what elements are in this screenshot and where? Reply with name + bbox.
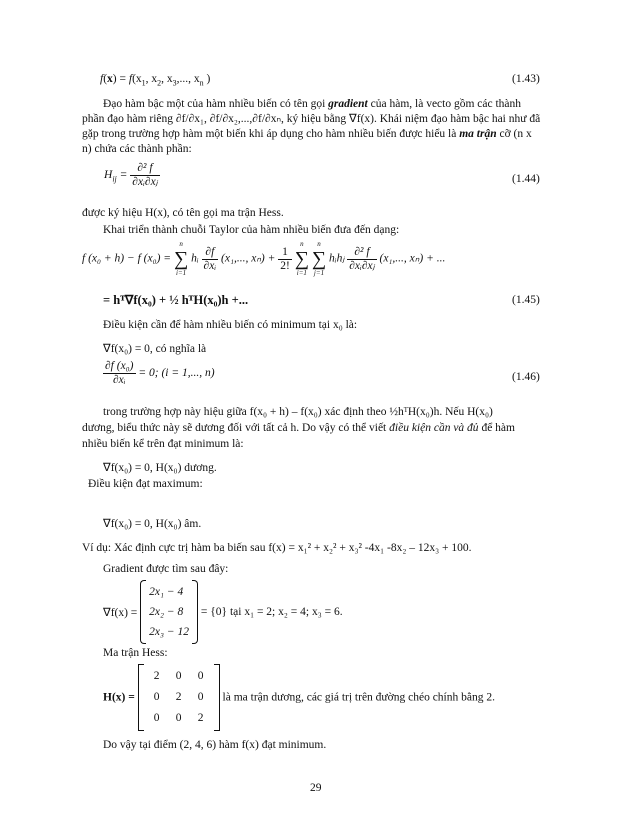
paragraph-sufficient-line3: nhiều biến kể trên đạt minimum là: bbox=[82, 438, 244, 450]
text: gặp trong trường hợp hàm một biến khi áp dụng cho hàm nhiều biến được hiểu là bbox=[82, 128, 460, 140]
eq146-rhs: = 0; (i = 1,..., n) bbox=[138, 367, 215, 380]
matrix-row bbox=[146, 708, 212, 729]
condition-maximum: ∇f(x₀) = 0, H(x₀) âm. bbox=[103, 518, 202, 530]
term-necessary-sufficient: điều kiện cần và đủ bbox=[389, 422, 479, 434]
text: cỡ (n x bbox=[496, 128, 532, 140]
equation-1-44 bbox=[104, 162, 160, 189]
paragraph-gradient-line3 bbox=[82, 127, 532, 141]
sum-symbol-2: n ∑ i=1 bbox=[294, 240, 309, 277]
paragraph-gradient-found: Gradient được tìm sau đây: bbox=[103, 563, 229, 575]
equation-number-1-46: (1.46) bbox=[512, 371, 540, 383]
taylor-first-derivative bbox=[202, 246, 219, 273]
d2f: ∂² f bbox=[347, 246, 376, 260]
condition-minimum: ∇f(x₀) = 0, H(x₀) dương. bbox=[103, 462, 217, 474]
paragraph-hess-def: được ký hiệu H(x), có tên gọi ma trận Hess. bbox=[82, 207, 284, 219]
half-num: 1 bbox=[278, 246, 292, 260]
sum-upper: n bbox=[179, 240, 183, 248]
half-den: 2! bbox=[280, 259, 290, 272]
taylor-args: (x₁,..., xₙ) + bbox=[221, 252, 279, 265]
eq146-fraction bbox=[103, 360, 136, 387]
eq144-H: H bbox=[104, 169, 113, 182]
text: dương, biểu thức này sẽ dương đối với tất cả h. Do vậy có thể viết bbox=[82, 422, 390, 434]
dx: ∂xᵢ bbox=[203, 259, 217, 272]
eq144-numerator: ∂² f bbox=[130, 162, 159, 176]
matrix-cell: 2 bbox=[197, 712, 204, 724]
eq143-text: $f(x) = f(x_1$, $x_2$, $x_3$,..., $x_n$ ) bbox=[100, 73, 211, 88]
gradient-row: 2x₁ − 4 bbox=[149, 586, 184, 598]
hess-matrix bbox=[138, 664, 220, 731]
matrix-cell: 0 bbox=[153, 712, 160, 724]
gradient-lhs: ∇f(x) = bbox=[103, 607, 138, 619]
sum-symbol-3: n ∑ j=1 bbox=[311, 240, 327, 277]
term-gradient: gradient bbox=[328, 98, 368, 110]
sum-lower: i=1 bbox=[296, 269, 307, 277]
matrix-cell: 0 bbox=[197, 691, 204, 703]
matrix-row bbox=[146, 687, 212, 708]
sum-upper: n bbox=[317, 240, 321, 248]
gradient-row: 2x₂ − 8 bbox=[149, 606, 184, 618]
eq144-lhs: $H_{ij}$ = bbox=[104, 169, 131, 184]
hess-equation bbox=[103, 664, 495, 731]
paragraph-sufficient-line1: trong trường hợp này hiệu giữa f(x₀ + h) – f(x₀) xác định theo ½hᵀH(x₀)h. Nếu H(x₀) bbox=[103, 406, 493, 418]
equation-number-1-44: (1.44) bbox=[512, 173, 540, 185]
sum-lower: i=1 bbox=[176, 269, 187, 277]
df: ∂f bbox=[202, 246, 219, 260]
matrix-cell: 0 bbox=[175, 670, 182, 682]
matrix-cell: 0 bbox=[175, 712, 182, 724]
conclusion: Do vậy tại điểm (2, 4, 6) hàm f(x) đạt minimum. bbox=[103, 739, 327, 751]
heading-maximum-condition: Điều kiện đạt maximum: bbox=[88, 478, 203, 490]
eq144-fraction bbox=[130, 162, 159, 189]
equation-number-1-45: (1.45) bbox=[512, 294, 540, 306]
eq144-denominator: ∂xᵢ∂xⱼ bbox=[132, 176, 158, 188]
equation-1-43 bbox=[100, 72, 210, 90]
taylor-hh: hᵢhⱼ bbox=[329, 252, 345, 265]
paragraph-sufficient-line2 bbox=[82, 421, 515, 435]
paragraph-taylor: Khai triển thành chuỗi Taylor của hàm nhiều biến đưa đến dạng: bbox=[103, 224, 400, 236]
term-matran: ma trận bbox=[459, 128, 497, 140]
matrix-cell: 0 bbox=[197, 670, 204, 682]
taylor-args-2: (x₁,..., xₙ) + ... bbox=[379, 252, 446, 265]
text: của hàm, là vecto gồm các thành bbox=[367, 98, 522, 110]
taylor-half bbox=[278, 246, 292, 273]
example-statement: Ví dụ: Xác định cực trị hàm ba biến sau f(x) = x₁² + x₂² + x₃² -4x₁ -8x₂ – 12x₃ + 100. bbox=[82, 542, 472, 554]
hess-description: là ma trận dương, các giá trị trên đường chéo chính bằng 2. bbox=[222, 691, 495, 704]
taylor-second-derivative bbox=[347, 246, 376, 273]
paragraph-gradient-line1 bbox=[103, 97, 521, 111]
gradient-vector bbox=[140, 580, 198, 644]
sum-lower: j=1 bbox=[313, 269, 325, 277]
eq146-numerator: ∂f (x₀) bbox=[105, 360, 134, 372]
taylor-h: hᵢ bbox=[191, 252, 199, 265]
text: để hàm bbox=[478, 422, 515, 434]
paragraph-minimum-condition: Điều kiện cần để hàm nhiều biến có minimum tại x₀ là: bbox=[103, 319, 358, 331]
eq144-sub: ij bbox=[112, 174, 117, 184]
equation-1-46 bbox=[103, 360, 215, 387]
gradient-row: 2x₃ − 12 bbox=[149, 626, 190, 638]
eq146-denominator: ∂xᵢ bbox=[112, 374, 126, 386]
equation-number-1-43: (1.43) bbox=[512, 73, 540, 85]
matrix-cell: 0 bbox=[153, 691, 160, 703]
paragraph-gradient-line4: n) chứa các thành phần: bbox=[82, 143, 192, 155]
matrix-cell: 2 bbox=[153, 670, 160, 682]
matrix-cell: 2 bbox=[175, 691, 182, 703]
paragraph-gradient-zero: ∇f(x₀) = 0, có nghĩa là bbox=[103, 343, 207, 355]
equation-1-45: = hᵀ∇f(x₀) + ½ hᵀH(x₀)h +... bbox=[103, 293, 249, 307]
sum-symbol-1: n ∑ i=1 bbox=[173, 240, 189, 277]
gradient-rhs: = {0} tại x₁ = 2; x₂ = 4; x₃ = 6. bbox=[200, 606, 343, 618]
taylor-lhs: f (x₀ + h) − f (x₀) = bbox=[82, 252, 174, 265]
page-number: 29 bbox=[310, 782, 322, 794]
hess-lhs: H(x) = bbox=[103, 691, 135, 704]
dxdx: ∂xᵢ∂xⱼ bbox=[349, 259, 375, 272]
text: Đạo hàm bậc một của hàm nhiều biến có tên gọi bbox=[103, 98, 329, 110]
equation-taylor bbox=[82, 240, 445, 278]
matrix-row bbox=[146, 666, 212, 687]
paragraph-gradient-line2: phần đạo hàm riêng ∂f/∂x₁, ∂f/∂x₂,...,∂f/∂xₙ, ký hiệu bằng ∇f(x). Khái niệm đạo hàm bậc hai như đã bbox=[82, 113, 541, 125]
heading-hess-matrix: Ma trận Hess: bbox=[103, 647, 168, 659]
gradient-equation bbox=[103, 580, 343, 644]
sum-upper: n bbox=[300, 240, 304, 248]
